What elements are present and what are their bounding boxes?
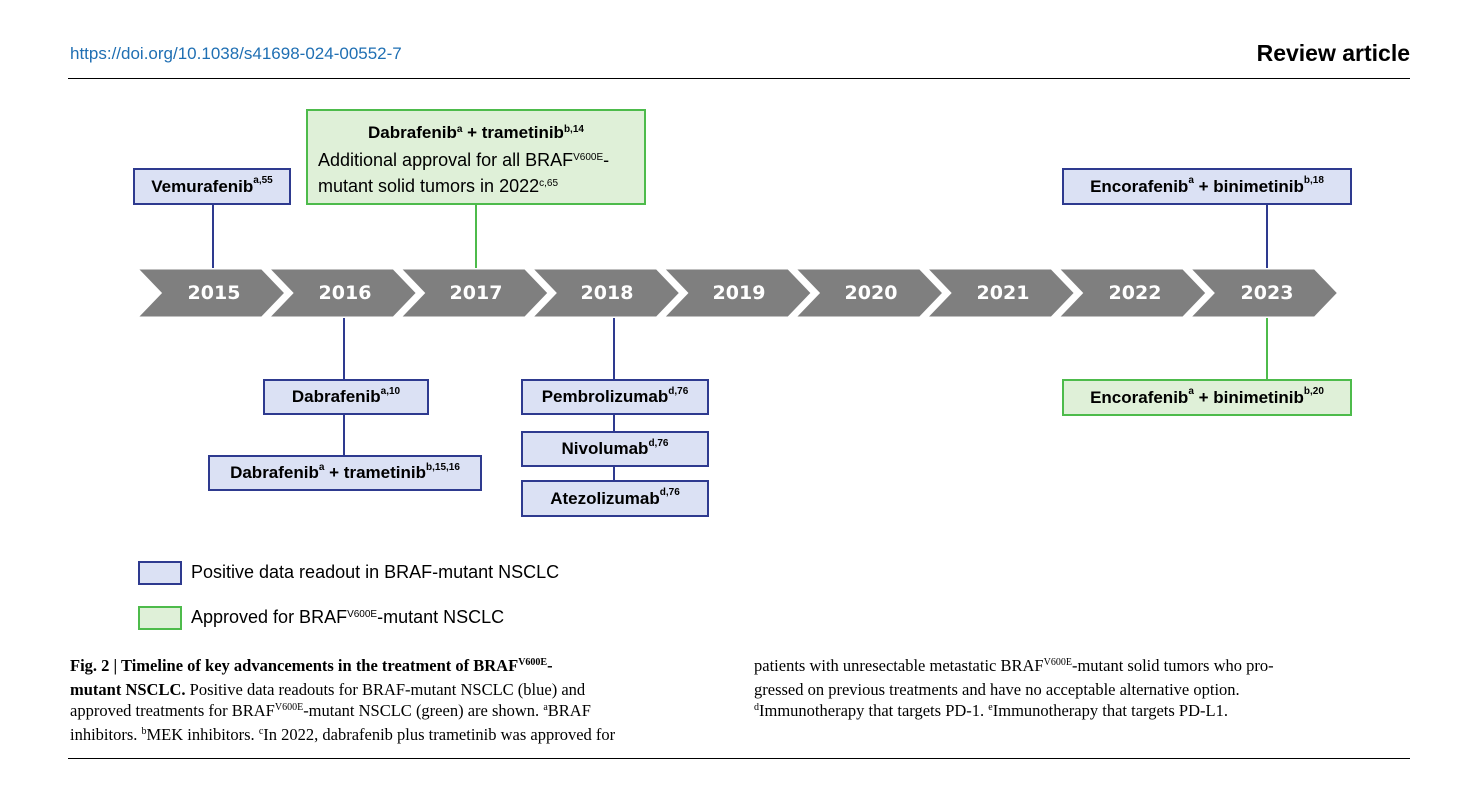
dab-tram-2017-desc: Additional approval for all $BRAF^{V600E}-$ mutant solid tumors in 2022$^{c,65}$ [318, 150, 610, 196]
year-2020: 2020 [844, 282, 898, 304]
connector-2016 [343, 318, 345, 380]
enco-bini-2023-approved-box: Encorafenib $^a$ + binimetinib $^{b,20}$ [1062, 379, 1352, 416]
year-2018: 2018 [580, 282, 634, 304]
nivolumab-box: Nivolumab $^{d,76}$ [521, 431, 709, 467]
dabrafenib-box: Dabrafenib $^{a,10}$ [263, 379, 429, 415]
atezolizumab-box: Atezolizumab $^{d,76}$ [521, 480, 709, 517]
year-2015: 2015 [187, 282, 241, 304]
legend-swatch-approved [138, 606, 182, 630]
connector-2015 [212, 204, 214, 268]
year-2021: 2021 [976, 282, 1030, 304]
vemurafenib-box [133, 168, 291, 205]
legend-label-approved: Approved for $BRAF^{V600E}$-mutant NSCLC [191, 607, 505, 627]
connector-2018-b [613, 466, 615, 480]
year-2017: 2017 [449, 282, 503, 304]
dab-tram-2017-box [306, 109, 646, 205]
year-2023: 2023 [1240, 282, 1294, 304]
year-2022: 2022 [1108, 282, 1162, 304]
enco-bini-2023-box: Encorafenib $^a$ + binimetinib $^{b,18}$ [1062, 168, 1352, 205]
dab-tram-2017-title: Dabrafenib$^a$ + trametinib$^{b,14}$ [368, 123, 584, 142]
year-2019: 2019 [712, 282, 766, 304]
pembrolizumab-box: Pembrolizumab $^{d,76}$ [521, 379, 709, 415]
connector-2018-a [613, 414, 615, 432]
legend-swatch-positive [138, 561, 182, 585]
year-2016: 2016 [318, 282, 372, 304]
doi-link[interactable]: https://doi.org/10.1038/s41698-024-00552-7 [70, 44, 402, 63]
vemurafenib-ref: a,55 [253, 175, 273, 186]
caption-rule [68, 758, 1410, 759]
connector-2023-top [1266, 204, 1268, 268]
dab-tram-2016-box: Dabrafenib $^a$ + trametinib $^{b,15,16}$ [208, 455, 482, 491]
legend-label-positive: Positive data readout in BRAF-mutant NSCLC [191, 562, 560, 582]
caption-right: patients with unresectable metastatic $BRAF^{V600E}$-mutant solid tumors who pro- gressed on previous treatments and have no acceptable alternative option. $^d$Immunotherapy that targets PD-1. $^e$Immunotherapy that targets PD-L1. [754, 656, 1274, 720]
article-type: Review article [1256, 40, 1410, 66]
connector-2016-lower [343, 414, 345, 456]
connector-2023-bottom [1266, 318, 1268, 380]
caption-left: Fig. 2 | Timeline of key advancements in the treatment of $BRAF^{V600E}-$ mutant NSCLC. Positive data readouts for BRAF-mutant NSCLC (blue) and approved treatments for $BRAF^{V600E}$-mutant NSCLC (green) are shown. $^a$BRAF inhibitors. $^b$MEK inhibitors. $^c$In 2022, dabrafenib plus trametinib was approved for [70, 656, 616, 744]
connector-2017 [475, 204, 477, 268]
vemurafenib-name: Vemurafenib [151, 176, 254, 196]
connector-2018 [613, 318, 615, 380]
